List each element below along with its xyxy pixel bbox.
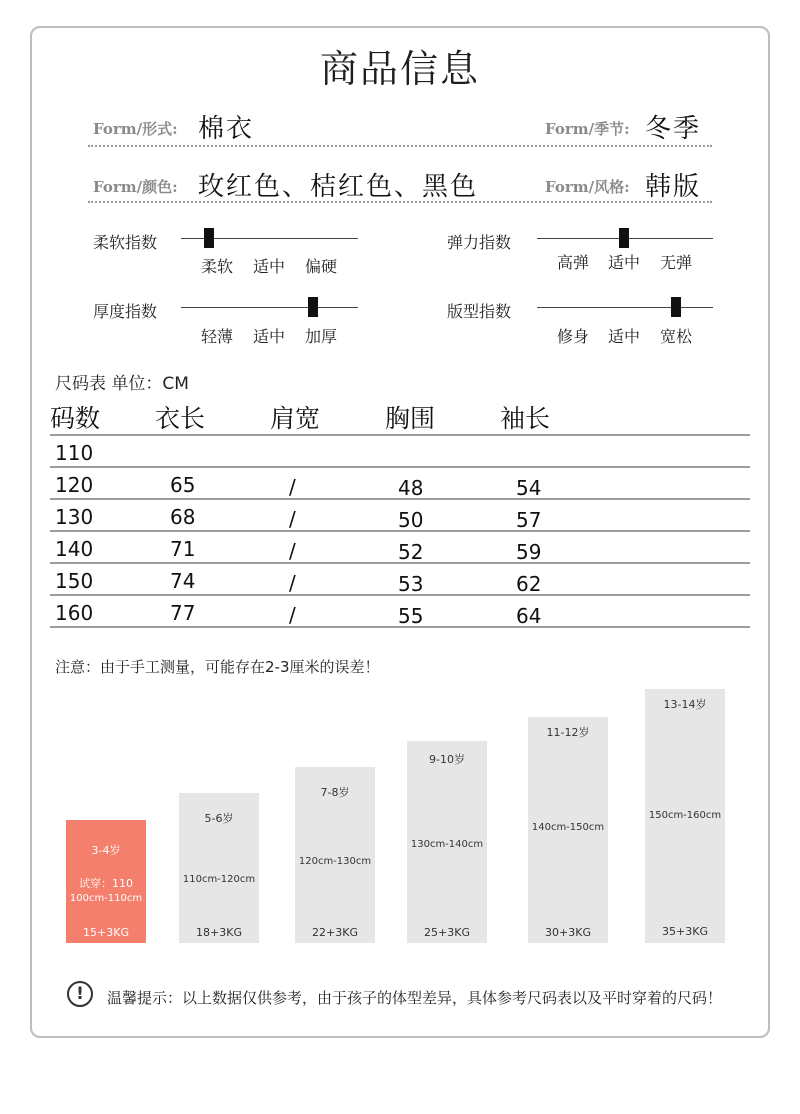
age-bar — [407, 741, 487, 943]
bar-height: 150cm-160cm — [648, 810, 722, 821]
cell-sleeve: 57 — [516, 508, 542, 532]
cell-sleeve: 59 — [516, 540, 542, 564]
cell-shoulder: / — [289, 603, 296, 627]
style-value: 韩版 — [645, 172, 702, 202]
bar-age: 5-6岁 — [204, 812, 234, 825]
cell-size: 160 — [55, 601, 94, 625]
tip-text: 温馨提示：以上数据仅供参考，由于孩子的体型差异，具体参考尺码表以及平时穿着的尺码！ — [107, 989, 723, 1007]
cell-size: 110 — [55, 441, 94, 465]
cell-shoulder: / — [289, 475, 296, 499]
table-divider — [50, 434, 750, 436]
age-bar — [528, 717, 608, 943]
season-label: Form/季节: — [545, 120, 630, 138]
cell-shoulder: / — [289, 539, 296, 563]
scale-marker — [204, 228, 214, 248]
form-value: 棉衣 — [198, 114, 255, 144]
bar-height: 140cm-150cm — [531, 822, 605, 833]
cell-shoulder: / — [289, 507, 296, 531]
exclamation-icon: ! — [67, 981, 93, 1007]
measurement-note: 注意：由于手工测量，可能存在2-3厘米的误差！ — [55, 658, 380, 676]
cell-length: 71 — [170, 537, 196, 561]
dotted-divider — [88, 145, 712, 147]
table-unit: 尺码表 单位：CM — [55, 374, 189, 394]
scale-option: 轻薄 — [200, 327, 233, 346]
cell-chest: 48 — [398, 476, 424, 500]
age-bar — [179, 793, 259, 943]
page-title: 商品信息 — [319, 47, 480, 91]
scale-option: 宽松 — [659, 327, 692, 346]
bar-weight: 15+3KG — [83, 926, 129, 939]
scale-line — [181, 307, 358, 308]
bar-age: 9-10岁 — [429, 753, 465, 766]
bar-height: 110cm-120cm — [182, 874, 256, 885]
scale-option: 柔软 — [200, 257, 233, 276]
form-label: Form/形式: — [93, 120, 178, 138]
scale-line — [537, 307, 713, 308]
cell-length: 68 — [170, 505, 196, 529]
scale-option: 高弹 — [556, 253, 589, 272]
bar-age: 13-14岁 — [663, 698, 707, 711]
scale-marker — [671, 297, 681, 317]
age-bar — [66, 820, 146, 943]
scale-name: 弹力指数 — [447, 233, 512, 252]
bar-age: 7-8岁 — [320, 786, 350, 799]
bar-weight: 18+3KG — [196, 926, 242, 939]
bar-weight: 30+3KG — [545, 926, 591, 939]
age-bar — [645, 689, 725, 943]
color-label: Form/颜色: — [93, 178, 178, 196]
scale-option: 偏硬 — [304, 257, 337, 276]
cell-chest: 53 — [398, 572, 424, 596]
cell-size: 120 — [55, 473, 94, 497]
header-size: 码数 — [50, 404, 101, 433]
scale-option: 适中 — [252, 327, 285, 346]
cell-sleeve: 62 — [516, 572, 542, 596]
cell-size: 150 — [55, 569, 94, 593]
bar-age: 11-12岁 — [546, 726, 590, 739]
cell-chest: 50 — [398, 508, 424, 532]
scale-option: 修身 — [556, 327, 589, 346]
season-value: 冬季 — [645, 114, 702, 144]
scale-option: 无弹 — [659, 253, 692, 272]
cell-chest: 52 — [398, 540, 424, 564]
header-length: 衣长 — [155, 404, 206, 433]
scale-marker — [619, 228, 629, 248]
color-value: 玫红色、桔红色、黑色 — [198, 172, 479, 202]
bar-height: 120cm-130cm — [298, 856, 372, 867]
bar-weight: 22+3KG — [312, 926, 358, 939]
header-chest: 胸围 — [385, 404, 436, 433]
bar-weight: 35+3KG — [662, 925, 708, 938]
header-sleeve: 袖长 — [500, 404, 551, 433]
cell-size: 130 — [55, 505, 94, 529]
cell-length: 65 — [170, 473, 196, 497]
bar-age: 3-4岁 — [91, 844, 121, 857]
style-label: Form/风格: — [545, 178, 630, 196]
cell-sleeve: 54 — [516, 476, 542, 500]
header-shoulder: 肩宽 — [270, 404, 321, 433]
cell-chest: 55 — [398, 604, 424, 628]
cell-length: 74 — [170, 569, 196, 593]
scale-option: 适中 — [607, 327, 640, 346]
dotted-divider — [88, 201, 712, 203]
cell-size: 140 — [55, 537, 94, 561]
scale-name: 柔软指数 — [93, 233, 158, 252]
scale-name: 版型指数 — [447, 302, 512, 321]
bar-height: 130cm-140cm — [410, 839, 484, 850]
table-divider — [50, 466, 750, 468]
scale-option: 适中 — [607, 253, 640, 272]
scale-marker — [308, 297, 318, 317]
age-bar — [295, 767, 375, 943]
scale-option: 加厚 — [304, 327, 337, 346]
bar-height: 100cm-110cm — [69, 893, 143, 904]
cell-length: 77 — [170, 601, 196, 625]
cell-sleeve: 64 — [516, 604, 542, 628]
scale-option: 适中 — [252, 257, 285, 276]
bar-try-size: 试穿：110 — [79, 877, 133, 890]
scale-name: 厚度指数 — [93, 302, 158, 321]
bar-weight: 25+3KG — [424, 926, 470, 939]
cell-shoulder: / — [289, 571, 296, 595]
